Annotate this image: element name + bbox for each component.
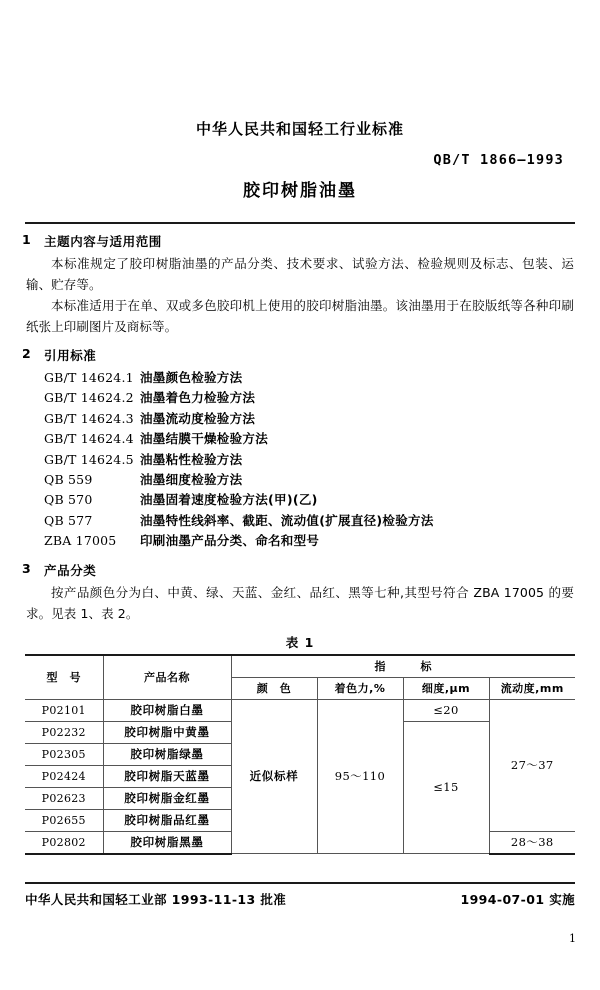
column-header-indicator-group: 指 标 xyxy=(231,655,575,678)
reference-name: 油墨颜色检验方法 xyxy=(140,370,243,385)
cell-product-name: 胶印树脂绿墨 xyxy=(103,743,231,765)
table-caption: 表 1 xyxy=(285,634,315,650)
section-2 xyxy=(0,346,600,552)
section-3 xyxy=(0,561,600,624)
reference-name: 油墨结膜干燥检验方法 xyxy=(140,431,269,447)
reference-name: 油墨粘性检验方法 xyxy=(140,451,243,467)
footer-implementation-text: 1994-07-01 实施 xyxy=(460,892,575,907)
section-3-number: 3 xyxy=(22,560,31,576)
reference-code: QB 559 xyxy=(44,472,93,488)
section-2-number: 2 xyxy=(22,346,31,361)
document-title: 胶印树脂油墨 xyxy=(243,181,357,201)
section-3-heading xyxy=(0,561,600,579)
list-item xyxy=(44,470,600,490)
standard-number: QB/T 1866—1993 xyxy=(433,152,564,168)
reference-code: GB/T 14624.4 xyxy=(44,431,134,447)
footer-approval-text: 中华人民共和国轻工业部 1993-11-13 批准 xyxy=(25,892,287,907)
cell-product-name: 胶印树脂金红墨 xyxy=(103,787,231,809)
reference-code: GB/T 14624.2 xyxy=(44,390,134,406)
cell-tinting-strength: 95～110 xyxy=(317,699,403,854)
header-divider xyxy=(25,222,575,224)
cell-fineness-first: ≤20 xyxy=(403,699,489,721)
reference-name: 油墨固着速度检验方法(甲)(乙) xyxy=(140,492,318,508)
document-body xyxy=(0,232,600,855)
cell-model: P02655 xyxy=(25,809,103,831)
list-item xyxy=(44,531,600,551)
cell-model: P02802 xyxy=(25,831,103,854)
list-item xyxy=(44,450,600,470)
reference-name: 油墨着色力检验方法 xyxy=(140,390,256,406)
column-header-product-name: 产品名称 xyxy=(103,655,231,700)
cell-fineness-rest: ≤15 xyxy=(403,721,489,854)
cell-product-name: 胶印树脂天蓝墨 xyxy=(103,765,231,787)
column-header-tinting-strength: 着色力,% xyxy=(317,677,403,699)
reference-code: GB/T 14624.3 xyxy=(44,410,134,426)
list-item xyxy=(44,409,600,429)
table-row xyxy=(25,699,575,721)
cell-model: P02623 xyxy=(25,787,103,809)
section-1 xyxy=(0,232,600,337)
page-number: 1 xyxy=(569,932,576,945)
section-2-title: 引用标准 xyxy=(44,348,97,363)
cell-product-name: 胶印树脂白墨 xyxy=(103,699,231,721)
reference-code: ZBA 17005 xyxy=(44,533,117,549)
list-item xyxy=(44,511,600,531)
reference-code: QB 577 xyxy=(44,512,93,528)
cell-flow-last: 28～38 xyxy=(489,831,575,854)
cell-model: P02232 xyxy=(25,721,103,743)
cell-model: P02424 xyxy=(25,765,103,787)
reference-code: QB 570 xyxy=(44,492,93,508)
section-1-heading xyxy=(0,232,600,250)
list-item xyxy=(44,490,600,510)
reference-name: 油墨流动度检验方法 xyxy=(140,410,256,426)
column-header-model: 型 号 xyxy=(25,655,103,700)
cell-model: P02101 xyxy=(25,699,103,721)
list-item xyxy=(44,429,600,449)
specification-table xyxy=(25,654,575,855)
document-footer xyxy=(25,890,575,908)
table-header-row-1 xyxy=(25,655,575,678)
section-3-title: 产品分类 xyxy=(44,562,97,578)
list-item xyxy=(44,368,600,388)
section-3-paragraph-1: 按产品颜色分为白、中黄、绿、天蓝、金红、品红、黑等七种,其型号符合 ZBA 17005 的要求。见表 1、表 2。 xyxy=(26,584,574,621)
list-item xyxy=(44,388,600,408)
cell-product-name: 胶印树脂品红墨 xyxy=(103,809,231,831)
cell-model: P02305 xyxy=(25,743,103,765)
reference-name: 印刷油墨产品分类、命名和型号 xyxy=(140,533,320,549)
cell-color: 近似标样 xyxy=(231,699,317,854)
section-1-paragraph-1: 本标准规定了胶印树脂油墨的产品分类、技术要求、试验方法、检验规则及标志、包装、运输、贮存等。 xyxy=(26,256,574,292)
footer-divider xyxy=(25,882,575,884)
section-1-number: 1 xyxy=(22,232,31,247)
section-1-title: 主题内容与适用范围 xyxy=(44,234,162,249)
standard-organization: 中华人民共和国轻工行业标准 xyxy=(195,120,404,138)
section-2-heading xyxy=(0,346,600,364)
column-header-color: 颜 色 xyxy=(231,677,317,699)
referenced-standards-list xyxy=(0,368,600,552)
reference-name: 油墨细度检验方法 xyxy=(140,472,243,488)
cell-product-name: 胶印树脂中黄墨 xyxy=(103,721,231,743)
reference-name: 油墨特性线斜率、截距、流动值(扩展直径)检验方法 xyxy=(140,512,434,528)
column-header-flow: 流动度,mm xyxy=(489,677,575,699)
cell-flow-first: 27～37 xyxy=(489,699,575,831)
cell-product-name: 胶印树脂黑墨 xyxy=(103,831,231,854)
reference-code: GB/T 14624.5 xyxy=(44,451,134,467)
reference-code: GB/T 14624.1 xyxy=(44,370,134,385)
section-1-paragraph-2: 本标准适用于在单、双或多色胶印机上使用的胶印树脂油墨。该油墨用于在胶版纸等各种印刷纸张上印刷图片及商标等。 xyxy=(26,298,574,334)
column-header-fineness: 细度,μm xyxy=(403,677,489,699)
